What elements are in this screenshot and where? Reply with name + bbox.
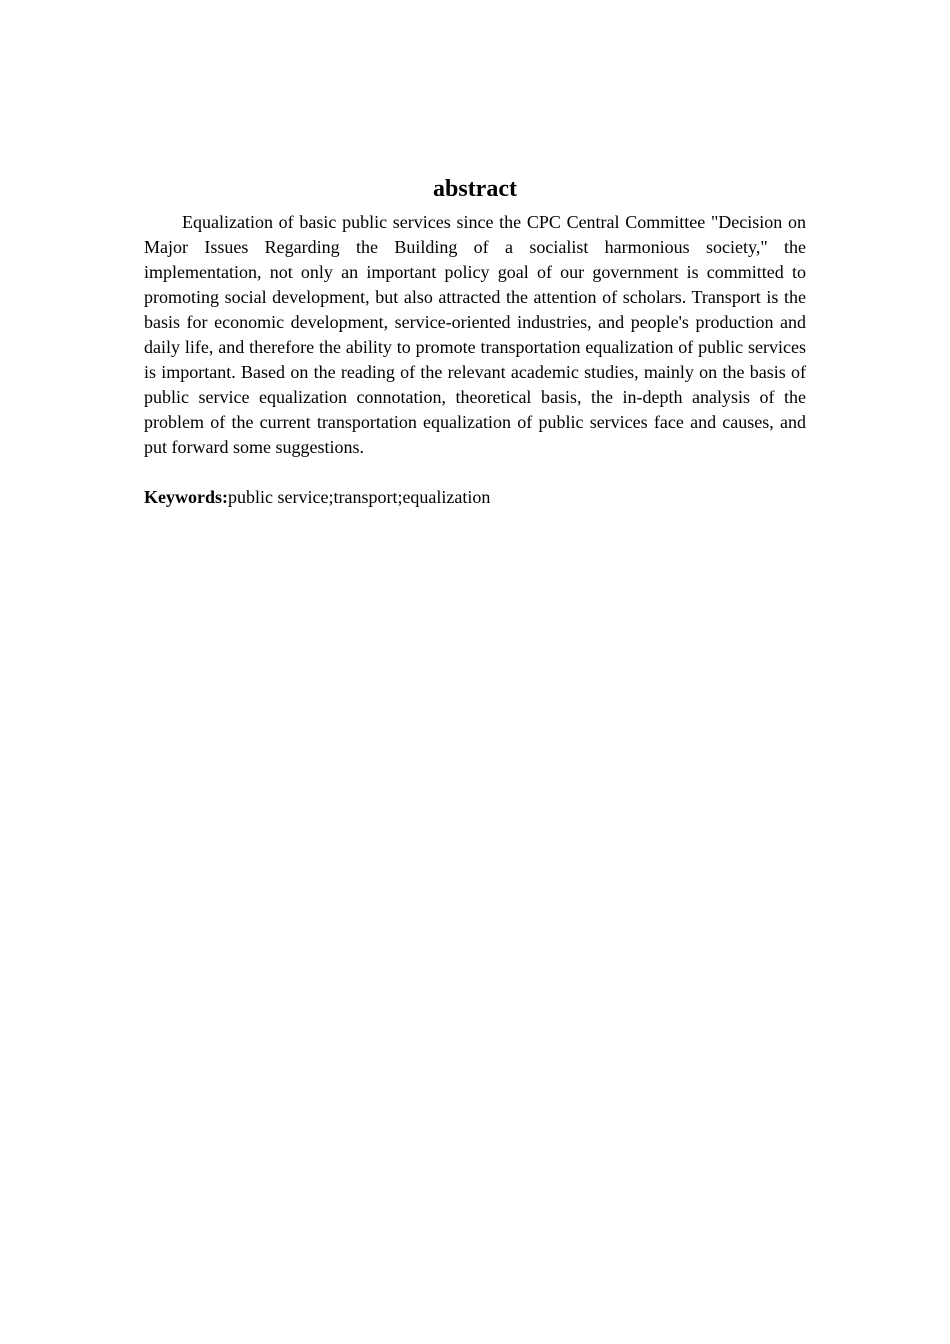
keywords-value: public service;transport;equalization xyxy=(228,487,491,507)
keywords-line xyxy=(144,485,806,510)
abstract-body: Equalization of basic public services since the CPC Central Committee "Decision on Major Issues Regarding the Building of a socialist harmonious society," the implementation, not only an important policy goal of our government is committed to promoting social development, but also attracted the attention of scholars. Transport is the basis for economic development, service-oriented industries, and people's production and daily life, and therefore the ability to promote transportation equalization of public services is important. Based on the reading of the relevant academic studies, mainly on the basis of public service equalization connotation, theoretical basis, the in-depth analysis of the problem of the current transportation equalization of public services face and causes, and put forward some suggestions. xyxy=(144,212,806,457)
abstract-section xyxy=(144,172,806,510)
keywords-label: Keywords: xyxy=(144,487,228,507)
abstract-title: abstract xyxy=(433,176,517,202)
